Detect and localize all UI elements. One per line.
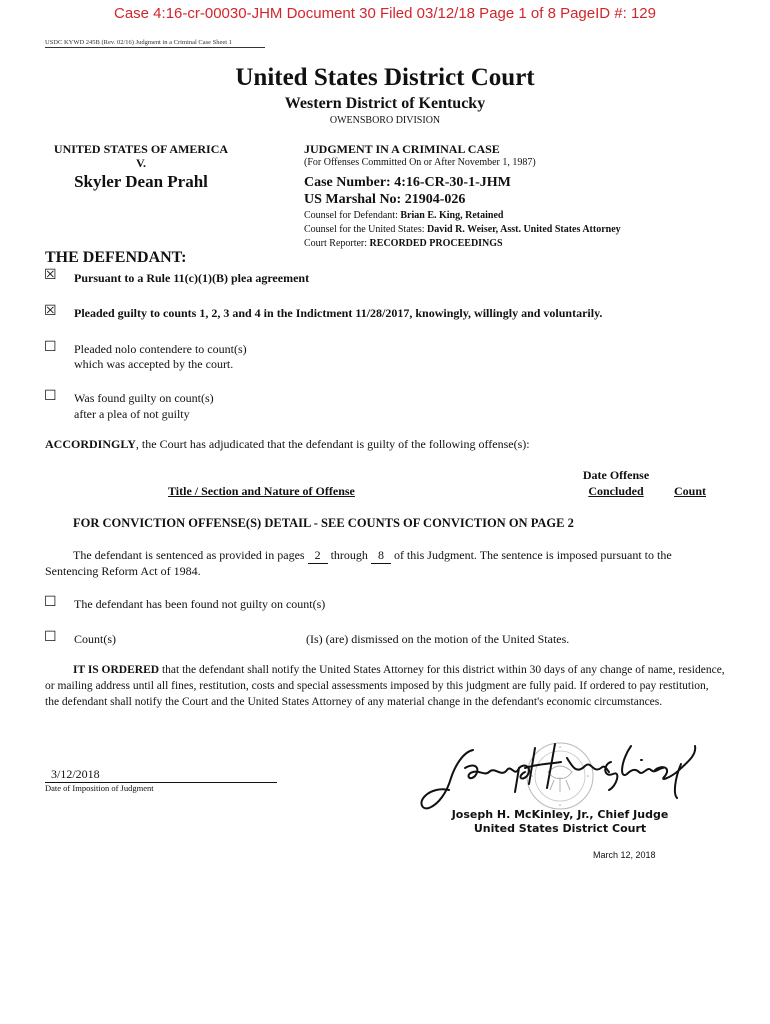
found-guilty-label: Was found guilty on count(s) <box>74 391 214 405</box>
found-guilty-sub: after a plea of not guilty <box>74 407 190 421</box>
signed-date: March 12, 2018 <box>593 850 656 860</box>
nolo-contendere-checkbox[interactable]: ☐ <box>44 340 57 355</box>
court-district: Western District of Kentucky <box>284 95 486 112</box>
sentence-statement: The defendant is sentenced as provided in pages 2 through 8 of this Judgment. The sentence is imposed pursuant to the <box>73 548 672 562</box>
not-guilty-label: The defendant has been found not guilty on count(s) <box>74 597 326 611</box>
pleaded-guilty-checkbox[interactable]: ☒ <box>44 304 57 319</box>
plaintiff-name: UNITED STATES OF AMERICA <box>53 142 229 156</box>
imposition-date-line <box>45 767 277 783</box>
court-title: United States District Court <box>235 64 535 91</box>
offense-column-header: Title / Section and Nature of Offense <box>168 484 355 498</box>
form-identifier-rule <box>45 47 265 48</box>
imposition-date: 3/12/2018 <box>45 767 277 783</box>
plea-agreement-label: Pursuant to a Rule 11(c)(1)(B) plea agreement <box>74 271 310 285</box>
judgment-subtitle: (For Offenses Committed On or After November 1, 1987) <box>304 157 536 168</box>
dismissed-text: (Is) (are) dismissed on the motion of the United States. <box>306 632 570 646</box>
judge-signature-graphic <box>415 738 705 818</box>
defendant-name: Skyler Dean Prahl <box>74 172 208 191</box>
plea-agreement-checkbox[interactable]: ☒ <box>44 268 57 283</box>
not-guilty-checkbox[interactable]: ☐ <box>44 595 57 610</box>
dismissed-count-label: Count(s) <box>74 632 116 646</box>
nolo-contendere-label: Pleaded nolo contendere to count(s) <box>74 342 247 356</box>
defendant-section-heading: THE DEFENDANT: <box>45 249 187 266</box>
judge-name: Joseph H. McKinley, Jr., Chief Judge <box>451 808 669 821</box>
court-division: OWENSBORO DIVISION <box>329 115 441 126</box>
sentence-to-page: 8 <box>371 548 391 564</box>
found-guilty-checkbox[interactable]: ☐ <box>44 389 57 404</box>
case-header-stamp: Case 4:16-cr-00030-JHM Document 30 Filed 03/12/18 Page 1 of 8 PageID #: 129 <box>114 5 656 22</box>
accordingly-statement: ACCORDINGLY, the Court has adjudicated that the defendant is guilty of the following offense(s): <box>45 437 530 451</box>
date-concluded-line1: Date Offense <box>582 468 650 482</box>
count-column-header: Count <box>674 484 707 498</box>
pleaded-guilty-label: Pleaded guilty to counts 1, 2, 3 and 4 in the Indictment 11/28/2017, knowingly, willingly and voluntarily. <box>74 306 603 320</box>
sentence-from-page: 2 <box>308 548 328 564</box>
form-identifier: USDC KYWD 245B (Rev. 02/16) Judgment in a Criminal Case Sheet 1 <box>45 39 232 46</box>
judgment-title: JUDGMENT IN A CRIMINAL CASE <box>304 142 500 156</box>
imposition-date-label: Date of Imposition of Judgment <box>45 783 154 793</box>
date-concluded-header: Concluded <box>588 484 644 498</box>
case-number: Case Number: 4:16-CR-30-1-JHM <box>304 175 511 190</box>
sentence-statement-cont: Sentencing Reform Act of 1984. <box>45 564 201 578</box>
defense-counsel: Counsel for Defendant: Brian E. King, Retained <box>304 210 504 221</box>
dismissed-checkbox[interactable]: ☐ <box>44 630 57 645</box>
us-counsel: Counsel for the United States: David R. Weiser, Asst. United States Attorney <box>304 224 621 235</box>
ordered-paragraph: IT IS ORDERED that the defendant shall notify the United States Attorney for this district within 30 days of any change of name, residence, or mailing address until all fines, restitution, costs and special assessments imposed by this judgment are fully paid. If ordered to pay restitution, the defendant shall notify the Court and the United States Attorney of any material change in the defendant's economic circumstances. <box>45 664 725 708</box>
marshal-number: US Marshal No: 21904-026 <box>304 192 466 207</box>
court-reporter: Court Reporter: RECORDED PROCEEDINGS <box>304 238 503 249</box>
judge-court: United States District Court <box>473 822 647 835</box>
versus-label: V. <box>135 156 147 170</box>
court-seal <box>527 743 593 809</box>
nolo-contendere-sub: which was accepted by the court. <box>74 357 234 371</box>
signature-strokes <box>422 744 696 808</box>
conviction-detail-note: FOR CONVICTION OFFENSE(S) DETAIL - SEE COUNTS OF CONVICTION ON PAGE 2 <box>73 516 574 530</box>
